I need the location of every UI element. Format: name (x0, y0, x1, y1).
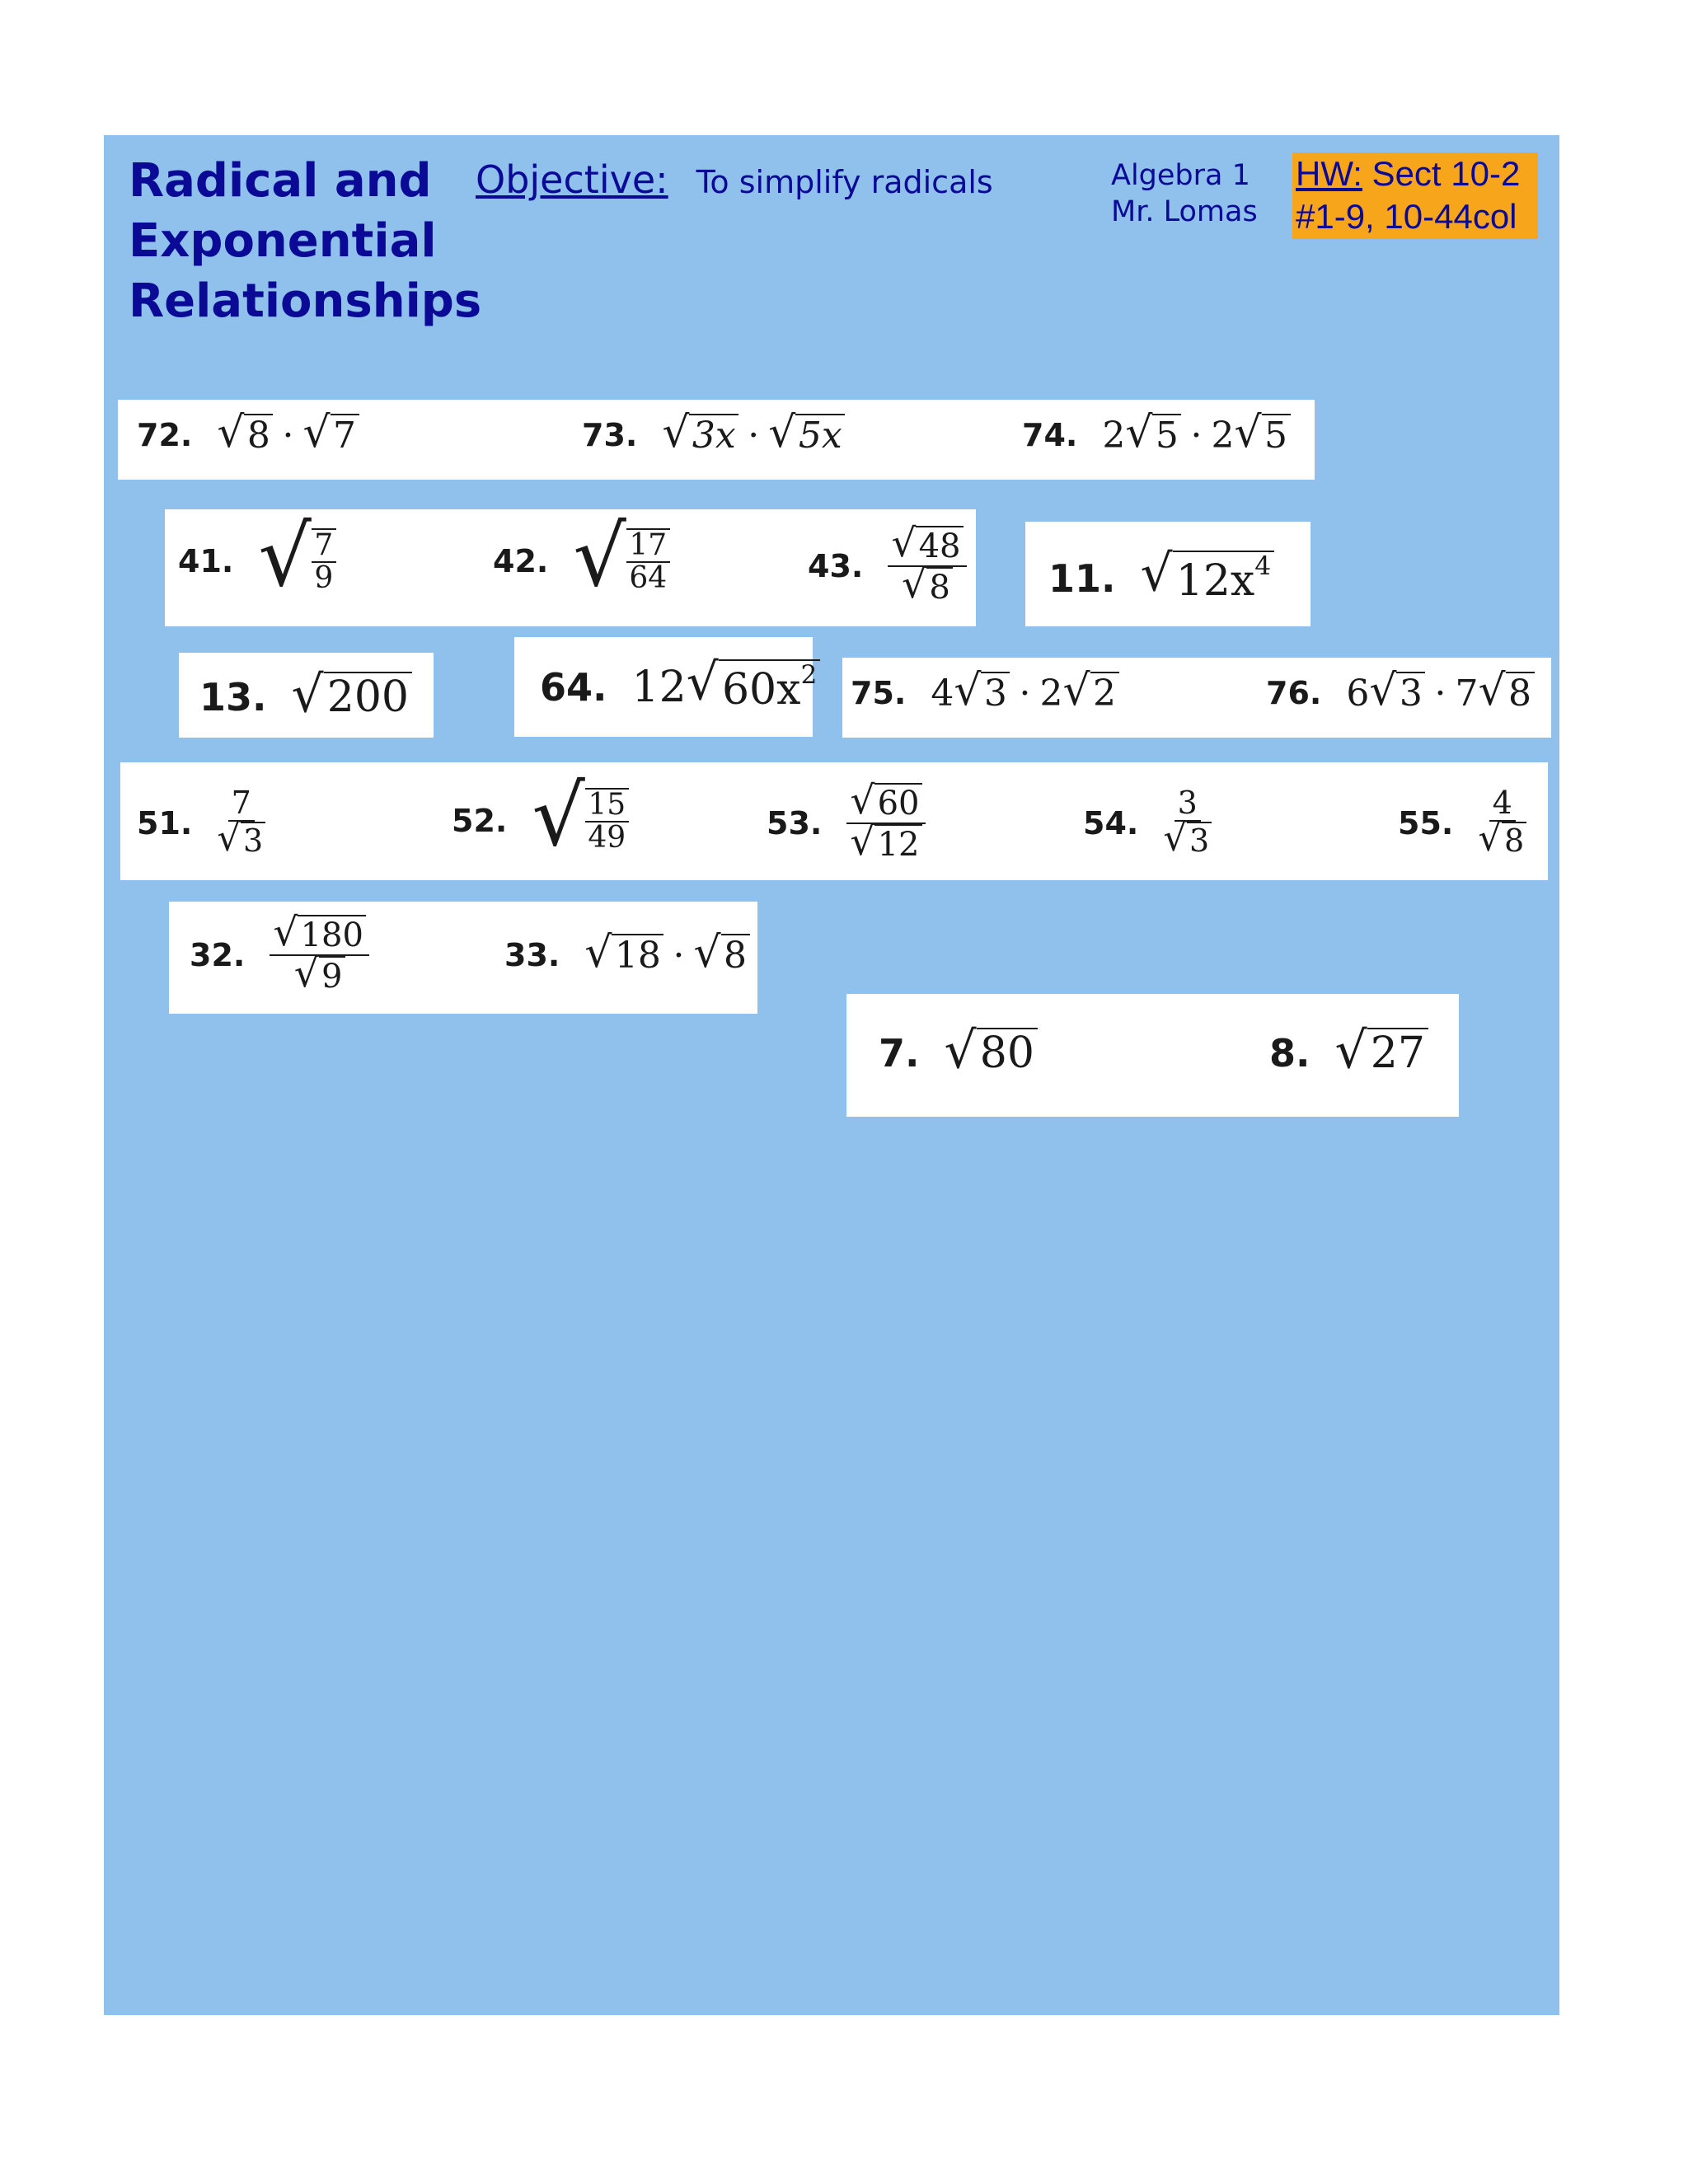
radicand: 5x (795, 414, 845, 457)
problem-32 (190, 910, 369, 997)
coefficient: 2 (1039, 672, 1063, 715)
radicand: 2 (1090, 672, 1119, 715)
title-line-1: Radical and (129, 154, 432, 208)
coefficient: 2 (1211, 414, 1235, 457)
problem-number: 64. (540, 664, 607, 710)
problem-number: 55. (1398, 804, 1454, 841)
problem-52 (452, 766, 629, 865)
hw-label: HW: (1296, 154, 1362, 193)
problem-42 (493, 507, 670, 605)
radical-sign: √ (293, 951, 319, 997)
page-title (129, 151, 481, 331)
problem-number: 43. (808, 548, 864, 584)
problem-number: 54. (1083, 804, 1139, 841)
problem-54 (1083, 787, 1212, 860)
radicand: 200 (324, 672, 413, 723)
times-dot: · (673, 934, 685, 977)
numerator-radicand: 48 (916, 526, 963, 565)
radical-sign: √ (850, 778, 875, 824)
radicand: 5 (1262, 414, 1291, 457)
homework-badge (1292, 152, 1538, 239)
radical-sign: √ (693, 927, 721, 977)
numerator-radicand: 180 (298, 915, 366, 954)
radicand: 3x (689, 414, 738, 457)
problem-number: 42. (493, 542, 549, 579)
problem-13 (199, 665, 412, 724)
problem-51 (137, 787, 265, 860)
course-name: Algebra 1 (1111, 159, 1250, 192)
radical-sign: √ (902, 562, 927, 608)
radical-sign: √ (891, 521, 917, 567)
denominator-radicand: 9 (319, 956, 345, 996)
radical-sign: √ (1163, 816, 1187, 860)
denominator: 64 (629, 560, 668, 595)
radicand: 60x (721, 664, 801, 715)
radicand: 8 (1506, 672, 1535, 715)
denominator-radicand: 8 (1502, 822, 1526, 860)
radical-sign: √ (954, 665, 982, 715)
hw-problems: #1-9, 10-44col (1296, 197, 1517, 236)
radicand: 3 (981, 672, 1010, 715)
radical-sign: √ (1369, 665, 1397, 715)
title-line-3: Relationships (129, 274, 482, 328)
numerator: 7 (228, 787, 255, 822)
problem-75 (851, 665, 1119, 715)
numerator: 3 (1175, 787, 1201, 822)
problem-number: 52. (452, 802, 508, 839)
problem-number: 8. (1269, 1030, 1311, 1076)
radicand: 80 (977, 1028, 1038, 1079)
radical-sign: √ (584, 927, 612, 977)
radical-sign: √ (258, 507, 312, 605)
radical-sign: √ (1334, 1021, 1367, 1080)
radical-sign: √ (1234, 407, 1262, 457)
radical-sign: √ (1125, 407, 1153, 457)
radical-sign: √ (1062, 665, 1090, 715)
problem-number: 75. (851, 675, 907, 712)
problem-number: 32. (190, 937, 246, 973)
problem-11 (1048, 544, 1274, 607)
radical-sign: √ (850, 819, 875, 865)
radicand: 8 (721, 934, 750, 977)
radical-sign: √ (1478, 816, 1502, 860)
radicand: 5 (1152, 414, 1181, 457)
objective (476, 157, 993, 202)
radical-sign: √ (532, 766, 585, 865)
radicand: 7 (331, 414, 359, 457)
radical-sign: √ (217, 816, 241, 860)
problem-72 (137, 407, 359, 457)
problem-number: 76. (1266, 675, 1322, 712)
coefficient: 6 (1346, 672, 1370, 715)
problem-7 (879, 1021, 1038, 1080)
coefficient: 4 (931, 672, 954, 715)
radical-sign: √ (686, 653, 719, 712)
denominator-radicand: 8 (926, 567, 953, 607)
radical-sign: √ (1140, 544, 1173, 603)
objective-label: Objective: (476, 157, 668, 202)
radical-sign: √ (291, 665, 324, 724)
problem-number: 53. (767, 805, 823, 841)
exponent: 2 (800, 660, 818, 690)
times-dot: · (1434, 672, 1447, 715)
hw-section: Sect 10-2 (1362, 154, 1521, 193)
problem-41 (178, 507, 336, 605)
problem-64 (540, 653, 820, 715)
objective-text: To simplify radicals (696, 164, 993, 200)
problem-number: 51. (137, 804, 193, 841)
coefficient: 12 (631, 662, 687, 712)
problem-8 (1269, 1021, 1428, 1080)
denominator-radicand: 3 (241, 822, 265, 860)
coefficient: 2 (1102, 414, 1126, 457)
denominator: 49 (588, 820, 626, 855)
exponent: 4 (1254, 551, 1272, 581)
times-dot: · (1190, 414, 1203, 457)
problem-43 (808, 521, 967, 608)
radical-sign: √ (573, 507, 626, 605)
times-dot: · (748, 414, 760, 457)
radicand: 8 (244, 414, 273, 457)
problem-number: 72. (137, 417, 193, 454)
radical-sign: √ (1478, 665, 1506, 715)
problem-73 (582, 407, 845, 457)
radical-sign: √ (768, 407, 796, 457)
problem-33 (504, 927, 750, 977)
radical-sign: √ (944, 1021, 977, 1080)
problem-74 (1022, 407, 1291, 457)
denominator: 9 (314, 560, 334, 595)
course-info (1111, 157, 1258, 230)
problem-number: 7. (879, 1030, 920, 1076)
coefficient: 7 (1455, 672, 1479, 715)
denominator-radicand: 3 (1187, 822, 1212, 860)
radical-sign: √ (273, 910, 298, 956)
problem-76 (1266, 665, 1535, 715)
problem-number: 11. (1048, 555, 1116, 601)
problem-number: 13. (199, 674, 267, 719)
numerator-radicand: 60 (874, 783, 921, 823)
radicand: 12x (1175, 555, 1255, 606)
problem-number: 73. (582, 417, 638, 454)
problem-55 (1398, 787, 1526, 860)
radical-sign: √ (662, 407, 690, 457)
denominator-radicand: 12 (874, 824, 921, 864)
radical-sign: √ (217, 407, 245, 457)
numerator: 7 (312, 530, 336, 563)
problem-number: 74. (1022, 417, 1078, 454)
radicand: 27 (1367, 1028, 1428, 1079)
times-dot: · (1019, 672, 1031, 715)
radicand: 3 (1396, 672, 1425, 715)
radicand: 18 (612, 934, 663, 977)
numerator: 4 (1489, 787, 1516, 822)
teacher-name: Mr. Lomas (1111, 195, 1258, 228)
numerator: 17 (626, 530, 670, 563)
problem-53 (767, 778, 926, 865)
title-line-2: Exponential (129, 214, 437, 268)
numerator: 15 (585, 790, 629, 823)
radical-sign: √ (302, 407, 331, 457)
problem-number: 33. (504, 937, 560, 974)
problem-number: 41. (178, 542, 234, 579)
times-dot: · (282, 414, 294, 457)
